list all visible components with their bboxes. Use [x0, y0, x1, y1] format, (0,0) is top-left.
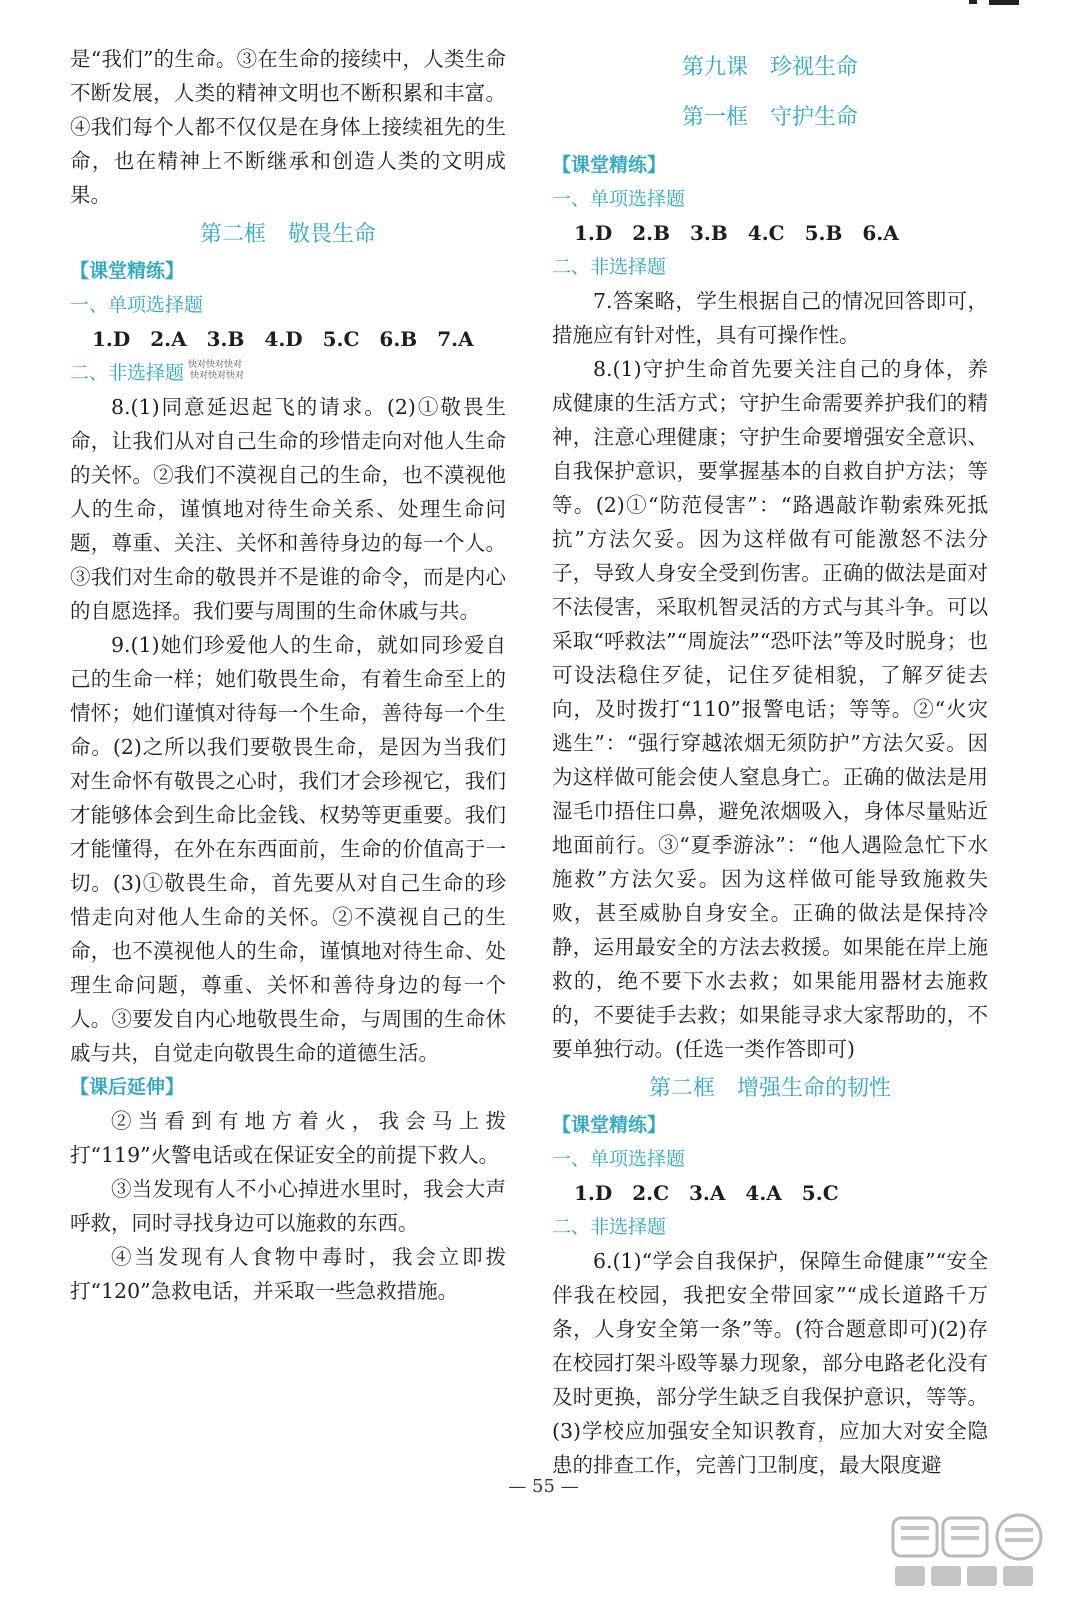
- subheading-single-choice-1: 一、单项选择题: [552, 188, 686, 210]
- subheading-non-choice: [70, 356, 506, 390]
- pencil-scribble: 快对快对快对: [188, 360, 243, 370]
- subheading-non-choice-label: 二、非选择题: [70, 362, 185, 384]
- subheading-single-choice: 一、单项选择题: [70, 294, 204, 316]
- extension-item-3: ③当发现有人不小心掉进水里时，我会大声呼救，同时寻找身边可以施救的东西。: [70, 1177, 506, 1235]
- corner-mark: [967, 0, 1027, 10]
- tag-classroom-practice-1: 【课堂精练】: [552, 154, 667, 176]
- answer-8-right: 8.(1)守护生命首先要关注自己的身体，养成健康的生活方式；守护生命需要养护我们的精神，注意心理健康；守护生命要增强安全意识、自我保护意识，要掌握基本的自救自护方法；等等。(2)①“防范侵害”：“路遇敲诈勒索殊死抵抗”方法欠妥。因为这样做有可能激怒不法分子，导致人身安全受到伤害。正确的做法是面对不法侵害，采取机智灵活的方式与其斗争。可以采取“呼救法”“周旋法”“恐吓法”等及时脱身；也可设法稳住歹徒，记住歹徒相貌，了解歹徒去向，及时拨打“110”报警电话；等等。②“火灾逃生”：“强行穿越浓烟无须防护”方法欠妥。因为这样做可能会使人窒息身亡。正确的做法是用湿毛巾捂住口鼻，避免浓烟吸入，身体尽量贴近地面前行。③“夏季游泳”：“他人遇险急忙下水施救”方法欠妥。因为这样做可能导致施救失败，甚至威胁自身安全。正确的做法是保持冷静，运用最安全的方法去救援。如果能在岸上施救的，绝不要下水去救；如果能用器材去施救的，不要徒手去救；如果能寻求大家帮助的，不要单独行动。(任选一类作答即可): [552, 357, 988, 1061]
- subheading-non-choice-2: 二、非选择题: [552, 1216, 667, 1238]
- lesson-title: 第九课 珍视生命: [681, 55, 858, 80]
- watermark-logo: [887, 1512, 1057, 1592]
- tag-classroom-practice-2: 【课堂精练】: [552, 1114, 667, 1136]
- subheading-non-choice-1: 二、非选择题: [552, 256, 667, 278]
- answer-8: 8.(1)同意延迟起飞的请求。(2)①敬畏生命，让我们从对自己生命的珍惜走向对他人生命的关怀。②我们不漠视自己的生命，也不漠视他人的生命，谨慎地对待生命关系、处理生命问题，尊重、关注、关怀和善待身边的每一个人。③我们对生命的敬畏并不是谁的命令，而是内心的自愿选择。我们要与周围的生命休戚与共。: [70, 395, 506, 623]
- answer-6: 6.(1)“学会自我保护，保障生命健康”“安全伴我在校园，我把安全带回家”“成长道路千万条，人身安全第一条”等。(符合题意即可)(2)存在校园打架斗殴等暴力现象，部分电路老化没有及时更换，部分学生缺乏自我保护意识，等等。(3)学校应加强安全知识教育，应加大对安全隐患的排查工作，完善门卫制度，最大限度避: [552, 1249, 988, 1477]
- intro-paragraph: 是“我们”的生命。③在生命的接续中，人类生命不断发展，人类的精神文明也不断积累和丰富。④我们每个人都不仅仅是在身体上接续祖先的生命，也在精神上不断继承和创造人类的文明成果。: [70, 47, 506, 207]
- extension-item-2: ②当看到有地方着火，我会马上拨打“119”火警电话或在保证安全的前提下救人。: [70, 1109, 506, 1167]
- right-column: [552, 42, 988, 1482]
- frame2-title: 第二框 增强生命的韧性: [648, 1076, 891, 1101]
- subheading-single-choice-2: 一、单项选择题: [552, 1148, 686, 1170]
- pencil-scribble-2: 快对快对快对: [190, 371, 245, 381]
- frame1-title: 第一框 守护生命: [681, 105, 858, 130]
- tag-after-class: 【课后延伸】: [70, 1076, 185, 1098]
- answers-single-choice-1: 1.D 2.B 3.B 4.C 5.B 6.A: [574, 221, 899, 245]
- section-title-jingwei: 第二框 敬畏生命: [199, 222, 376, 247]
- left-column: [70, 42, 506, 1308]
- extension-item-4: ④当发现有人食物中毒时，我会立即拨打“120”急救电话，并采取一些急救措施。: [70, 1245, 506, 1303]
- answer-9: 9.(1)她们珍爱他人的生命，就如同珍爱自己的生命一样；她们敬畏生命，有着生命至上的情怀；她们谨慎对待每一个生命，善待每一个生命。(2)之所以我们要敬畏生命，是因为当我们对生命怀有敬畏之心时，我们才会珍视它，我们才能够体会到生命比金钱、权势等更重要。我们才能懂得，在外在东西面前，生命的价值高于一切。(3)①敬畏生命，首先要从对自己生命的珍惜走向对他人生命的关怀。②不漠视自己的生命，也不漠视他人的生命，谨慎地对待生命、处理生命问题，尊重、关怀和善待身边的每一个人。③要发自内心地敬畏生命，与周围的生命休戚与共，自觉走向敬畏生命的道德生活。: [70, 633, 506, 1065]
- tag-classroom-practice: 【课堂精练】: [70, 260, 185, 282]
- answers-single-choice-2: 1.D 2.C 3.A 4.A 5.C: [574, 1181, 839, 1205]
- answer-7: 7.答案略，学生根据自己的情况回答即可，措施应有针对性，具有可操作性。: [552, 289, 988, 347]
- answers-single-choice: 1.D 2.A 3.B 4.D 5.C 6.B 7.A: [92, 327, 474, 351]
- page-number: — 55 —: [508, 1476, 579, 1497]
